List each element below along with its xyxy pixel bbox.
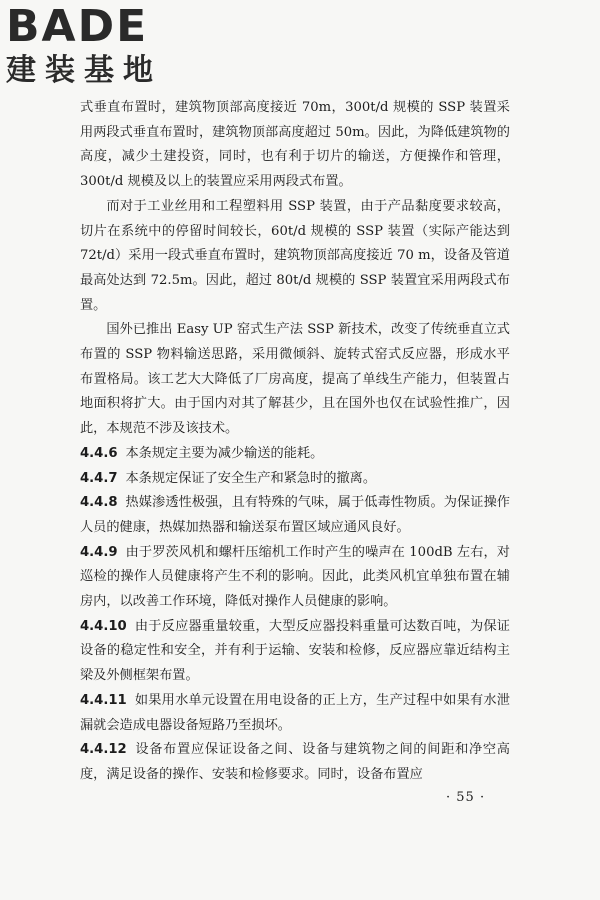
paragraph: 国外已推出 Easy UP 窑式生产法 SSP 新技术，改变了传统垂直立式布置的 SSP 物料输送思路，采用微倾斜、旋转式窑式反应器，形成水平布置格局。该工艺大大降低了厂房高度，提高了单线生产能力，但装置占地面积将扩大。由于国内对其了解甚少，且在国外也仅在试验性推广，因此，本规范不涉及该技术。 [80, 322, 510, 437]
clause-4-4-8 [80, 491, 510, 540]
clause-number: 4.4.9 [80, 544, 118, 560]
clause-text: 由于罗茨风机和螺杆压缩机工作时产生的噪声在 100dB 左右，对巡检的操作人员健康将产生不利的影响。因此，此类风机宜单独布置在辅房内，以改善工作环境，降低对操作人员健康的影响。 [80, 544, 510, 610]
clause-text: 如果用水单元设置在用电设备的正上方，生产过程中如果有水泄漏就会造成电器设备短路乃至损坏。 [80, 692, 510, 733]
clause-4-4-11 [80, 689, 510, 738]
clause-text: 由于反应器重量较重，大型反应器投料重量可达数百吨，为保证设备的稳定性和安全，并有利于运输、安装和检修，反应器应靠近结构主梁及外侧框架布置。 [80, 618, 510, 684]
page-number: · 55 · [446, 790, 486, 805]
publisher-logo [6, 1, 176, 92]
clause-text: 设备布置应保证设备之间、设备与建筑物之间的间距和净空高度，满足设备的操作、安装和检修要求。同时，设备布置应 [80, 742, 510, 782]
clause-text: 热媒渗透性极强，且有特殊的气味，属于低毒性物质。为保证操作人员的健康，热媒加热器和输送泵布置区域应通风良好。 [80, 495, 510, 535]
clause-number: 4.4.11 [80, 692, 127, 708]
clause-number: 4.4.8 [80, 495, 118, 511]
page-body [80, 96, 510, 788]
paragraph: 而对于工业丝用和工程塑料用 SSP 装置，由于产品黏度要求较高，切片在系统中的停留时间较长，60t/d 规模的 SSP 装置（实际产能达到 72t/d）采用一段式垂直布置时，建筑物顶部高度接近 70 m，设备及管道最高处达到 72.5m。因此，超过 80t/d 规模的 SSP 装置宜采用两段式布置。 [80, 198, 510, 313]
clause-number: 4.4.10 [80, 618, 127, 634]
clause-4-4-10 [80, 615, 510, 689]
clause-number: 4.4.12 [80, 742, 127, 758]
clause-4-4-9 [80, 541, 510, 615]
clause-4-4-6 [80, 442, 510, 467]
logo-mark: BADE [6, 1, 149, 52]
clause-text: 本条规定主要为减少输送的能耗。 [125, 445, 324, 461]
logo-subtitle: 建装基地 [6, 53, 162, 88]
clause-number: 4.4.6 [80, 445, 118, 461]
clause-4-4-7 [80, 467, 510, 492]
clause-number: 4.4.7 [80, 470, 118, 486]
clause-4-4-12 [80, 738, 510, 787]
clause-text: 本条规定保证了安全生产和紧急时的撤离。 [125, 470, 377, 486]
paragraph: 式垂直布置时，建筑物顶部高度接近 70m，300t/d 规模的 SSP 装置采用两段式垂直布置时，建筑物顶部高度超过 50m。因此，为降低建筑物的高度，减少土建投资，同时，也有利于切片的输送，方便操作和管理，300t/d 规模及以上的装置应采用两段式布置。 [80, 100, 510, 190]
